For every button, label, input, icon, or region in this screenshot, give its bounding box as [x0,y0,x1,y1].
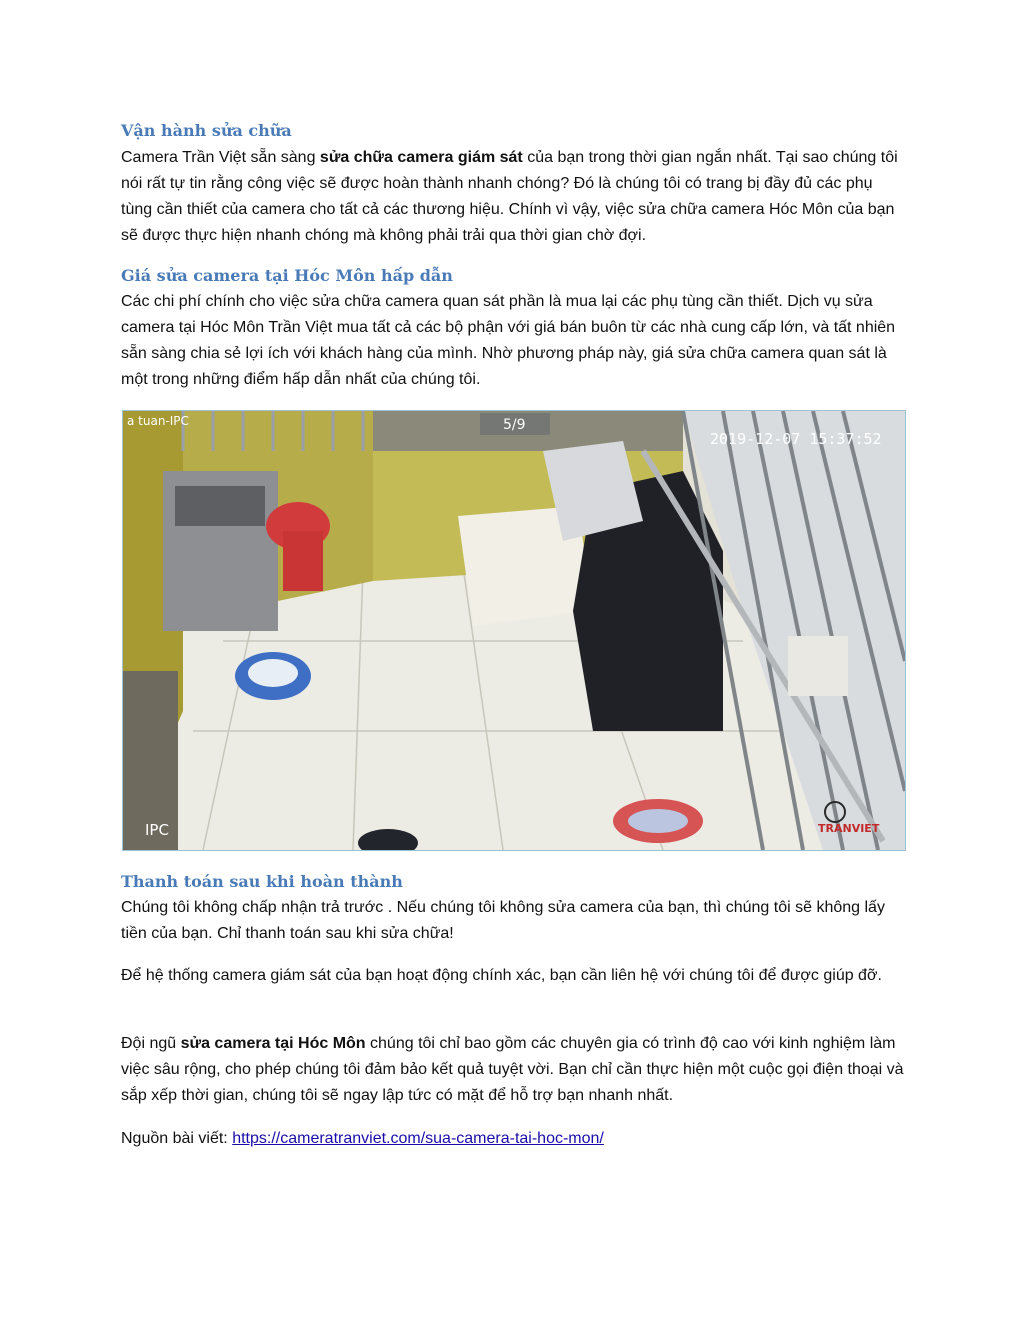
text-run: Camera Trần Việt sẵn sàng [121,149,320,166]
text-run: của bạn trong thời gian ngắn nhất. Tại sao chúng tôi nói rất tự tin rằng công việc sẽ được hoàn thành nhanh chóng? Đó là chúng tôi có trang bị đầy đủ các phụ tùng cần thiết của camera cho tất cả các thương hiệu. Chính vì vậy, việc sửa chữa camera Hóc Môn của bạn sẽ được thực hiện nhanh chóng mà không phải trải qua thời gian chờ đợi. [121,149,898,244]
paragraph-repair [121,145,906,249]
ipc-corner-label: IPC [145,821,169,839]
camera-snapshot-image [122,410,906,851]
text-run: chúng tôi chỉ bao gồm các chuyên gia có trình độ cao với kinh nghiệm làm việc sâu rộng, cho phép chúng tôi đảm bảo kết quả tuyệt vời. Bạn chỉ cần thực hiện một cuộc gọi điện thoại và sắp xếp thời gian, chúng tôi sẽ ngay lập tức có mặt để hỗ trợ bạn nhanh nhất. [121,1035,904,1104]
page-indicator: 5/9 [503,417,526,433]
bold-keyword: sửa camera tại Hóc Môn [180,1035,366,1052]
camera-name-label: a tuan-IPC [127,414,189,428]
paragraph-team [121,1031,906,1109]
bold-keyword: sửa chữa camera giám sát [319,149,523,166]
paragraph-price: Các chi phí chính cho việc sửa chữa camera quan sát phần là mua lại các phụ tùng cần thiết. Dịch vụ sửa camera tại Hóc Môn Trần Việt mua tất cả các bộ phận với giá bán buôn từ các nhà cung cấp lớn, và tất nhiên sẵn sàng chia sẻ lợi ích với khách hàng của mình. Nhờ phương pháp này, giá sửa chữa camera quan sát là một trong những điểm hấp dẫn nhất của chúng tôi. [121,293,896,388]
source-line [121,1126,906,1152]
section-heading-price: Giá sửa camera tại Hóc Môn hấp dẫn [121,266,453,285]
tranviet-watermark: TRANVIET [818,822,880,835]
paragraph-contact: Để hệ thống camera giám sát của bạn hoạt động chính xác, bạn cần liên hệ với chúng tôi để được giúp đỡ. [121,967,882,984]
paragraph-payment: Chúng tôi không chấp nhận trả trước . Nếu chúng tôi không sửa camera của bạn, thì chúng tôi sẽ không lấy tiền của bạn. Chỉ thanh toán sau khi sửa chữa! [121,899,885,942]
section-heading-repair: Vận hành sửa chữa [121,121,292,140]
section-heading-payment: Thanh toán sau khi hoàn thành [121,872,403,891]
source-label: Nguồn bài viết: [121,1130,233,1147]
text-run: Đội ngũ [121,1035,181,1052]
timestamp-overlay: 2019-12-07 15:37:52 [710,430,882,448]
source-link[interactable]: https://cameratranviet.com/sua-camera-tai-hoc-mon/ [232,1130,604,1147]
